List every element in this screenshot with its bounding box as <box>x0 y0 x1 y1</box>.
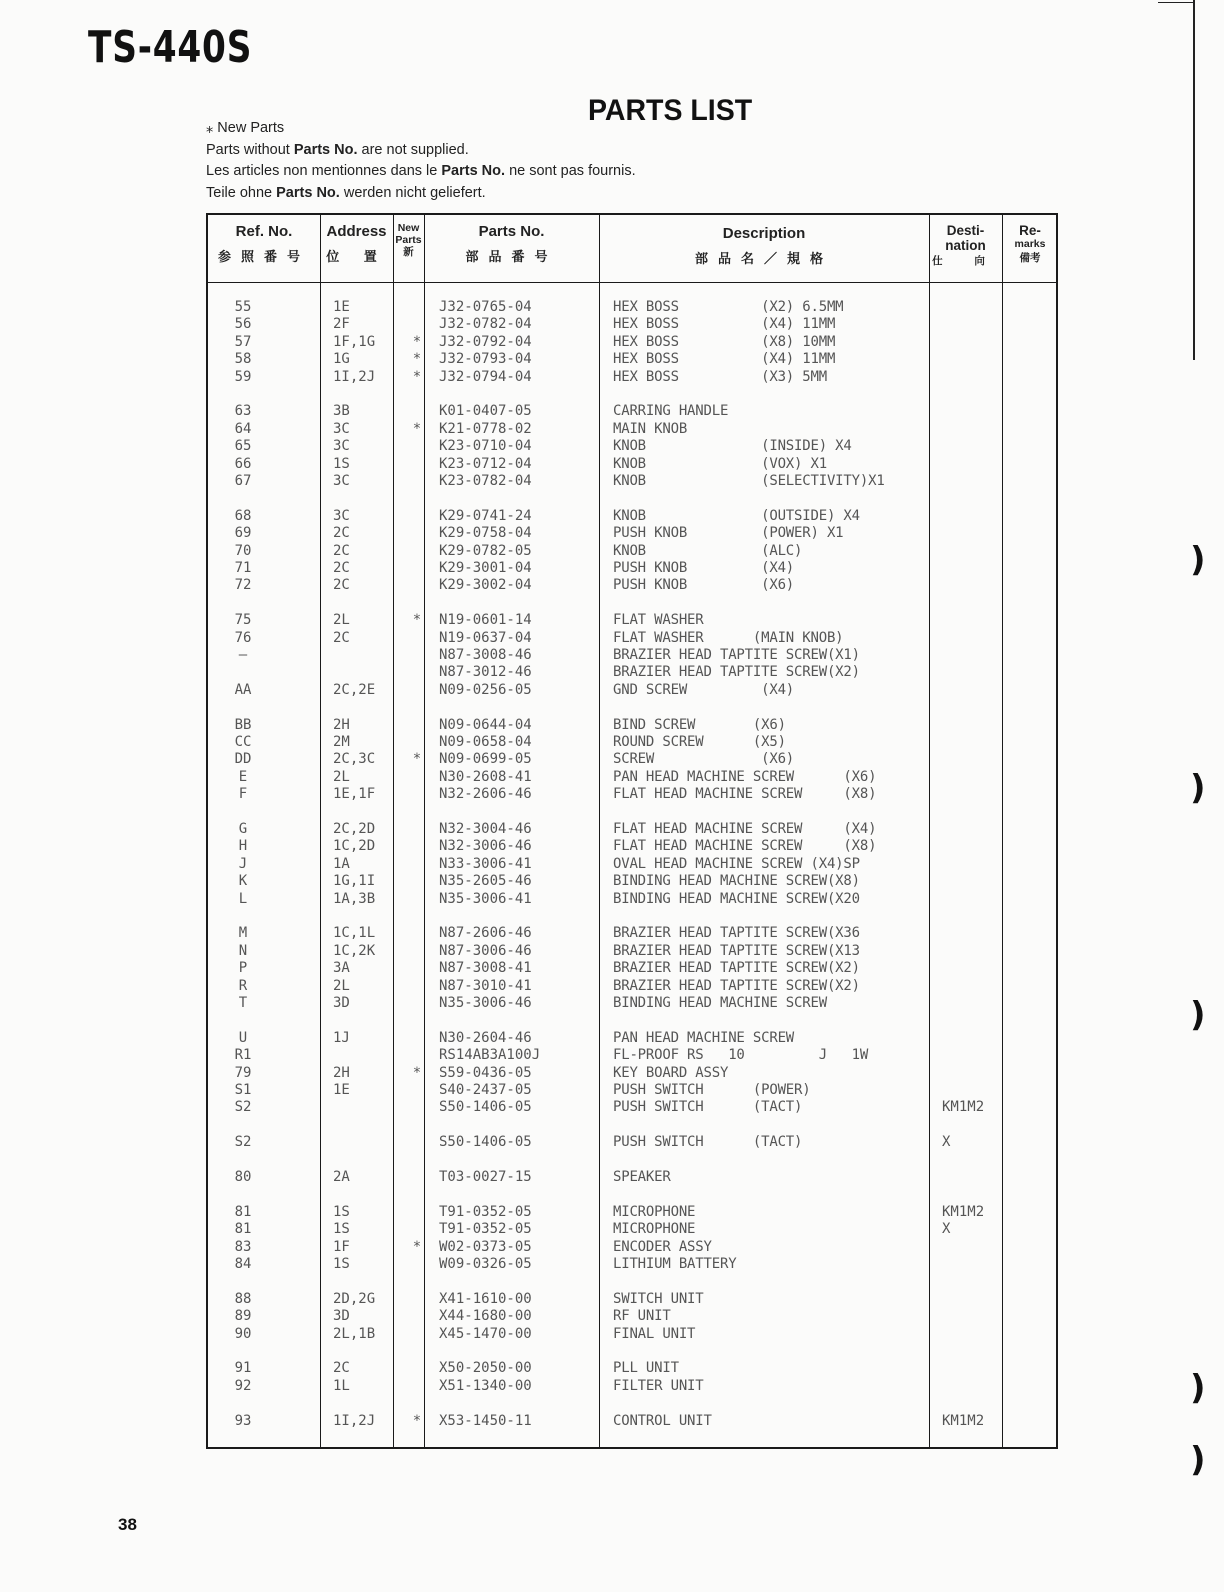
parts-no-cell: S50-1406-05 <box>439 1099 532 1116</box>
description-cell: FINAL UNIT <box>613 1325 696 1342</box>
parts-no-cell: J32-0794-04 <box>439 368 532 385</box>
description-cell: HEX BOSS (X4) 11MM <box>613 316 836 333</box>
parts-no-cell: N09-0644-04 <box>439 716 532 733</box>
parts-no-cell: N35-2605-46 <box>439 873 532 890</box>
parts-no-cell: N19-0601-14 <box>439 612 532 629</box>
parts-no-cell: N09-0256-05 <box>439 681 532 698</box>
parts-no-cell: J32-0765-04 <box>439 299 532 315</box>
new-parts-cell: * <box>412 333 422 350</box>
ref-cell: 69 <box>234 525 252 542</box>
parts-no-cell: N87-3008-46 <box>439 647 532 663</box>
description-cell: KEY BOARD ASSY <box>613 1064 729 1081</box>
ref-cell: 71 <box>234 560 252 576</box>
description-cell: PUSH KNOB (X6) <box>613 577 795 594</box>
description-cell: MICROPHONE <box>613 1203 696 1220</box>
punch-mark: ) <box>1190 1368 1206 1408</box>
column-divider <box>424 215 425 1447</box>
ref-cell: 91 <box>234 1360 252 1377</box>
description-cell: KNOB (SELECTIVITY)X1 <box>613 473 885 489</box>
parts-no-cell: N33-3006-41 <box>439 855 532 872</box>
punch-mark: ) <box>1190 995 1206 1035</box>
address-cell: 2M <box>333 734 350 750</box>
address-cell: 3C <box>333 438 350 455</box>
address-cell: 1E,1F <box>333 786 376 803</box>
ref-cell: 81 <box>234 1221 252 1238</box>
new-parts-cell: * <box>412 1412 422 1429</box>
parts-no-cell: K01-0407-05 <box>439 403 532 420</box>
address-cell: 2C <box>333 629 350 646</box>
address-cell: 1C,1L <box>333 925 376 942</box>
parts-no-cell: K29-0741-24 <box>439 507 532 524</box>
description-cell: ROUND SCREW (X5) <box>613 734 786 750</box>
header-new-parts: New Parts 新 <box>395 222 422 258</box>
ref-cell: 84 <box>234 1256 252 1272</box>
ref-cell: 88 <box>234 1290 252 1307</box>
address-cell: 2L <box>333 768 350 785</box>
parts-no-cell: N87-2606-46 <box>439 925 532 942</box>
description-cell: PUSH KNOB (X4) <box>613 560 795 576</box>
page-title: PARTS LIST <box>588 94 753 127</box>
ref-cell: J <box>238 855 248 872</box>
parts-no-cell: X44-1680-00 <box>439 1308 532 1325</box>
ref-cell: 59 <box>234 368 252 385</box>
ref-cell: L <box>238 890 248 907</box>
parts-no-cell: K29-3001-04 <box>439 560 532 576</box>
address-cell: 2C <box>333 542 350 559</box>
new-parts-cell: * <box>412 368 422 385</box>
description-cell: BINDING HEAD MACHINE SCREW <box>613 995 827 1011</box>
ref-cell: 67 <box>234 473 252 489</box>
ref-cell: 90 <box>234 1325 252 1342</box>
address-cell: 1I,2J <box>333 368 376 385</box>
destination-cell: KM1M2 <box>942 1099 985 1116</box>
ref-cell: 64 <box>234 420 252 437</box>
description-cell: SWITCH UNIT <box>613 1290 704 1307</box>
page-edge-line <box>1193 0 1195 360</box>
new-parts-cell: * <box>412 1238 422 1255</box>
address-cell: 1A,3B <box>333 890 376 907</box>
description-cell: PLL UNIT <box>613 1360 679 1377</box>
description-cell: PUSH SWITCH (TACT) <box>613 1099 803 1116</box>
parts-no-cell: K29-3002-04 <box>439 577 532 594</box>
description-cell: HEX BOSS (X3) 5MM <box>613 368 827 385</box>
ref-cell: N <box>238 942 248 959</box>
description-cell: MICROPHONE <box>613 1221 696 1238</box>
header-divider <box>208 282 1056 283</box>
parts-no-cell: N35-3006-41 <box>439 890 532 907</box>
address-cell: 1J <box>333 1029 350 1046</box>
ref-cell: P <box>238 960 248 977</box>
description-cell: FILTER UNIT <box>613 1377 704 1394</box>
address-cell: 2C <box>333 525 350 542</box>
address-cell: 2F <box>333 316 350 333</box>
column-divider <box>929 215 930 1447</box>
description-cell: FLAT WASHER <box>613 612 704 629</box>
address-cell: 2L <box>333 977 350 994</box>
ref-cell: H <box>238 838 248 855</box>
parts-no-cell: T03-0027-15 <box>439 1169 532 1185</box>
parts-no-cell: K23-0782-04 <box>439 473 532 489</box>
description-cell: FL-PROOF RS 10 J 1W <box>613 1047 869 1064</box>
parts-no-cell: W09-0326-05 <box>439 1256 532 1272</box>
punch-mark: ) <box>1190 540 1206 580</box>
address-cell: 1F,1G <box>333 333 376 350</box>
address-cell: 3A <box>333 960 350 977</box>
model-name: TS-440S <box>88 22 253 73</box>
new-parts-cell: * <box>412 351 422 368</box>
new-parts-cell: * <box>412 1064 422 1081</box>
ref-cell: — <box>238 647 248 663</box>
address-cell: 2H <box>333 1064 350 1081</box>
ref-cell: S2 <box>234 1099 252 1116</box>
ref-cell: E <box>238 768 248 785</box>
ref-cell: 75 <box>234 612 252 629</box>
address-cell: 1C,2K <box>333 942 376 959</box>
description-cell: FLAT HEAD MACHINE SCREW (X4) <box>613 821 877 837</box>
description-cell: HEX BOSS (X4) 11MM <box>613 351 836 368</box>
ref-cell: 92 <box>234 1377 252 1394</box>
note-english: Parts without Parts No. are not supplied. <box>206 141 469 158</box>
address-cell: 1C,2D <box>333 838 376 855</box>
address-cell: 3C <box>333 507 350 524</box>
parts-no-cell: N87-3010-41 <box>439 977 532 994</box>
new-parts-cell: * <box>412 751 422 768</box>
new-parts-cell: * <box>412 612 422 629</box>
ref-cell: U <box>238 1029 248 1046</box>
description-cell: BRAZIER HEAD TAPTITE SCREW(X2) <box>613 960 860 977</box>
header-description: Description 部品名／規格 <box>694 225 833 267</box>
ref-cell: 72 <box>234 577 252 594</box>
parts-no-cell: T91-0352-05 <box>439 1203 532 1220</box>
description-cell: LITHIUM BATTERY <box>613 1256 737 1272</box>
header-destination: Desti- nation 仕 向 <box>932 223 999 267</box>
address-cell: 2C <box>333 560 350 576</box>
parts-no-cell: K29-0782-05 <box>439 542 532 559</box>
address-cell: 1S <box>333 1221 350 1238</box>
notes <box>206 118 636 204</box>
parts-no-cell: N30-2608-41 <box>439 768 532 785</box>
destination-cell: KM1M2 <box>942 1203 985 1220</box>
ref-cell: 56 <box>234 316 252 333</box>
page-edge-tick <box>1158 2 1194 3</box>
parts-no-cell: J32-0793-04 <box>439 351 532 368</box>
header-remarks: Re- marks 備考 <box>1014 223 1046 264</box>
address-cell: 3D <box>333 1308 350 1325</box>
ref-cell: K <box>238 873 248 890</box>
description-cell: FLAT HEAD MACHINE SCREW (X8) <box>613 786 877 803</box>
ref-cell: BB <box>234 716 252 733</box>
parts-no-cell: N87-3006-46 <box>439 942 532 959</box>
description-cell: HEX BOSS (X8) 10MM <box>613 333 836 350</box>
column-divider <box>1002 215 1003 1447</box>
parts-no-cell: N32-2606-46 <box>439 786 532 803</box>
ref-cell: 68 <box>234 507 252 524</box>
address-cell: 2C <box>333 1360 350 1377</box>
description-cell: BRAZIER HEAD TAPTITE SCREW(X36 <box>613 925 860 942</box>
parts-no-cell: X45-1470-00 <box>439 1325 532 1342</box>
description-cell: MAIN KNOB <box>613 420 688 437</box>
ref-cell: DD <box>234 751 252 768</box>
description-cell: CONTROL UNIT <box>613 1412 712 1429</box>
parts-no-cell: J32-0792-04 <box>439 333 532 350</box>
address-cell: 3C <box>333 420 350 437</box>
parts-no-cell: N32-3004-46 <box>439 821 532 837</box>
ref-cell: 55 <box>234 299 252 315</box>
parts-no-cell: X50-2050-00 <box>439 1360 532 1377</box>
ref-cell: 76 <box>234 629 252 646</box>
address-cell: 3D <box>333 995 350 1011</box>
description-cell: SCREW (X6) <box>613 751 795 768</box>
address-cell: 3C <box>333 473 350 489</box>
address-cell: 1L <box>333 1377 350 1394</box>
parts-no-cell: N32-3006-46 <box>439 838 532 855</box>
new-parts-cell: * <box>412 420 422 437</box>
header-parts-no: Parts No. 部品番号 <box>465 223 558 265</box>
column-divider <box>320 215 321 1447</box>
description-cell: PAN HEAD MACHINE SCREW <box>613 1029 795 1046</box>
parts-no-cell: N09-0699-05 <box>439 751 532 768</box>
address-cell: 2D,2G <box>333 1290 376 1307</box>
parts-no-cell: N35-3006-46 <box>439 995 532 1011</box>
ref-cell: 66 <box>234 455 252 472</box>
description-cell: PUSH SWITCH (POWER) <box>613 1082 811 1098</box>
description-cell: BRAZIER HEAD TAPTITE SCREW(X13 <box>613 942 860 959</box>
address-cell: 2L,1B <box>333 1325 376 1342</box>
description-cell: KNOB (ALC) <box>613 542 803 559</box>
ref-cell: CC <box>234 734 252 750</box>
ref-cell: G <box>238 821 248 837</box>
address-cell: 2C <box>333 577 350 594</box>
address-cell: 1S <box>333 1203 350 1220</box>
parts-no-cell: N87-3008-41 <box>439 960 532 977</box>
ref-cell: M <box>238 925 248 942</box>
address-cell: 2C,2E <box>333 681 376 698</box>
parts-no-cell: X51-1340-00 <box>439 1377 532 1394</box>
description-cell: CARRING HANDLE <box>613 403 729 420</box>
description-cell: FLAT WASHER (MAIN KNOB) <box>613 629 844 646</box>
description-cell: BIND SCREW (X6) <box>613 716 786 733</box>
note-new-parts: ⁎ New Parts <box>206 120 285 136</box>
parts-no-cell: K23-0710-04 <box>439 438 532 455</box>
parts-no-cell: J32-0782-04 <box>439 316 532 333</box>
header-ref: Ref. No. 参照番号 <box>217 223 310 265</box>
parts-no-cell: S50-1406-05 <box>439 1134 532 1151</box>
column-divider <box>393 215 394 1447</box>
description-cell: PUSH KNOB (POWER) X1 <box>613 525 844 542</box>
punch-mark: ) <box>1190 768 1206 808</box>
description-cell: BINDING HEAD MACHINE SCREW(X20 <box>613 890 860 907</box>
description-cell: HEX BOSS (X2) 6.5MM <box>613 299 844 315</box>
ref-cell: 57 <box>234 333 252 350</box>
parts-no-cell: N30-2604-46 <box>439 1029 532 1046</box>
description-cell: SPEAKER <box>613 1169 671 1185</box>
address-cell: 2A <box>333 1169 350 1185</box>
parts-no-cell: RS14AB3A100J <box>439 1047 541 1064</box>
destination-cell: X <box>942 1134 951 1151</box>
parts-no-cell: T91-0352-05 <box>439 1221 532 1238</box>
description-cell: KNOB (OUTSIDE) X4 <box>613 507 860 524</box>
page-number: 38 <box>118 1515 137 1534</box>
ref-cell: 93 <box>234 1412 252 1429</box>
description-cell: PUSH SWITCH (TACT) <box>613 1134 803 1151</box>
description-cell: ENCODER ASSY <box>613 1238 712 1255</box>
note-french: Les articles non mentionnes dans le Parts No. ne sont pas fournis. <box>206 163 636 179</box>
ref-cell: 58 <box>234 351 252 368</box>
column-divider <box>599 215 600 1447</box>
description-cell: BRAZIER HEAD TAPTITE SCREW(X1) <box>613 647 860 663</box>
parts-no-cell: X53-1450-11 <box>439 1412 532 1429</box>
ref-cell: S1 <box>234 1082 252 1098</box>
description-cell: GND SCREW (X4) <box>613 681 795 698</box>
parts-no-cell: X41-1610-00 <box>439 1290 532 1307</box>
parts-no-cell: K23-0712-04 <box>439 455 532 472</box>
parts-no-cell: K21-0778-02 <box>439 420 532 437</box>
description-cell: FLAT HEAD MACHINE SCREW (X8) <box>613 838 877 855</box>
address-cell: 2L <box>333 612 350 629</box>
ref-cell: AA <box>234 681 252 698</box>
address-cell: 1G,1I <box>333 873 376 890</box>
description-cell: BINDING HEAD MACHINE SCREW(X8) <box>613 873 860 890</box>
destination-cell: KM1M2 <box>942 1412 985 1429</box>
ref-cell: R <box>238 977 248 994</box>
address-cell: 2C,2D <box>333 821 376 837</box>
address-cell: 2H <box>333 716 350 733</box>
address-cell: 3B <box>333 403 350 420</box>
ref-cell: 81 <box>234 1203 252 1220</box>
address-cell: 1E <box>333 1082 350 1098</box>
parts-no-cell: N09-0658-04 <box>439 734 532 750</box>
address-cell: 1F <box>333 1238 350 1255</box>
ref-cell: T <box>238 995 248 1011</box>
destination-cell: X <box>942 1221 951 1238</box>
parts-no-cell: S59-0436-05 <box>439 1064 532 1081</box>
ref-cell: 70 <box>234 542 252 559</box>
ref-cell: 80 <box>234 1169 252 1185</box>
parts-no-cell: W02-0373-05 <box>439 1238 532 1255</box>
ref-cell: 83 <box>234 1238 252 1255</box>
description-cell: PAN HEAD MACHINE SCREW (X6) <box>613 768 877 785</box>
address-cell: 1S <box>333 1256 350 1272</box>
address-cell: 1G <box>333 351 350 368</box>
ref-cell: 65 <box>234 438 252 455</box>
punch-mark: ) <box>1190 1440 1206 1480</box>
address-cell: 1E <box>333 299 350 315</box>
parts-no-cell: N19-0637-04 <box>439 629 532 646</box>
description-cell: RF UNIT <box>613 1308 671 1325</box>
ref-cell: 63 <box>234 403 252 420</box>
address-cell: 1A <box>333 855 350 872</box>
address-cell: 1I,2J <box>333 1412 376 1429</box>
parts-no-cell: S40-2437-05 <box>439 1082 532 1098</box>
description-cell: BRAZIER HEAD TAPTITE SCREW(X2) <box>613 977 860 994</box>
description-cell: KNOB (VOX) X1 <box>613 455 827 472</box>
description-cell: KNOB (INSIDE) X4 <box>613 438 852 455</box>
header-address: Address 位 置 <box>326 223 387 265</box>
parts-table <box>206 213 1058 1449</box>
parts-no-cell: K29-0758-04 <box>439 525 532 542</box>
description-cell: OVAL HEAD MACHINE SCREW (X4)SP <box>613 855 860 872</box>
parts-no-cell: N87-3012-46 <box>439 664 532 681</box>
ref-cell: F <box>238 786 248 803</box>
ref-cell: 89 <box>234 1308 252 1325</box>
note-german: Teile ohne Parts No. werden nicht geliefert. <box>206 184 486 201</box>
address-cell: 2C,3C <box>333 751 376 768</box>
ref-cell: S2 <box>234 1134 252 1151</box>
ref-cell: R1 <box>234 1047 252 1064</box>
ref-cell: 79 <box>234 1064 252 1081</box>
address-cell: 1S <box>333 455 350 472</box>
description-cell: BRAZIER HEAD TAPTITE SCREW(X2) <box>613 664 860 681</box>
